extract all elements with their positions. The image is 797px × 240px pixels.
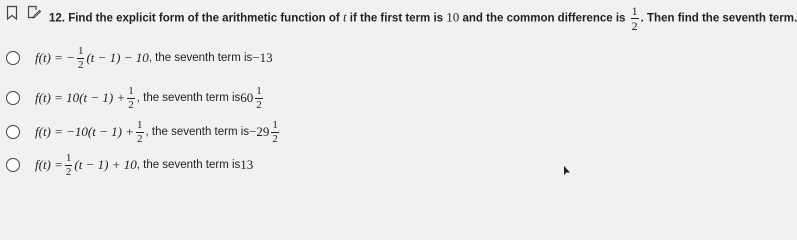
option-4-fraction-numerator: 1 [65,151,72,164]
option-3-text [35,120,281,145]
bookmark-icon[interactable] [6,5,18,21]
question-first-term: 10 [446,9,460,25]
answer-option-2[interactable] [6,85,265,111]
question-text-mid: if the first term is [349,12,444,25]
option-3-answer-whole: −29 [249,124,270,139]
question-text-before: Find the explicit form of the arithmetic function of [68,12,340,25]
option-2-suffix: , the seventh term is [136,92,241,104]
option-4-fraction [65,153,73,178]
radio-button-option-3[interactable] [6,125,20,139]
answer-option-4[interactable] [6,152,253,178]
radio-button-option-4[interactable] [6,158,20,172]
option-2-fraction-numerator: 1 [128,84,134,97]
option-1-fraction-denominator: 2 [77,58,84,71]
option-3-suffix: , the seventh term is [145,126,250,138]
question-text-diff: and the common difference is [462,12,626,25]
option-2-fraction [127,86,135,111]
option-2-answer-fraction [255,86,263,111]
option-1-rhs: (t − 1) − 10 [86,50,149,65]
option-4-suffix: , the seventh term is [136,159,241,171]
option-1-answer: −13 [252,50,273,65]
option-4-lhs: f(t) = [35,157,63,172]
option-3-fraction [136,120,144,145]
answer-option-1[interactable] [6,45,273,71]
option-3-fraction-numerator: 1 [137,118,143,131]
option-4-text [35,153,253,178]
option-3-fraction-denominator: 2 [137,132,143,145]
option-1-text [35,46,273,71]
option-3-answer-fraction [271,120,279,145]
question-variable: t [342,9,347,25]
question-number: 12. [49,12,65,25]
option-4-fraction-denominator: 2 [65,165,72,178]
option-1-lhs: f(t) = − [35,50,75,65]
option-2-fraction-denominator: 2 [128,98,134,111]
option-2-answer-whole: 60 [240,90,254,105]
option-1-suffix: , the seventh term is [148,52,253,64]
option-2-answer-denominator: 2 [256,98,262,111]
option-3-answer-denominator: 2 [272,132,278,145]
question-fraction [631,5,639,32]
question-fraction-denominator: 2 [631,19,638,33]
radio-button-option-2[interactable] [6,91,20,105]
option-3-lhs: f(t) = −10(t − 1) + [35,124,134,139]
option-1-fraction-numerator: 1 [77,44,84,57]
option-2-text [35,86,265,111]
option-4-answer: 13 [240,157,254,172]
edit-icon[interactable] [26,4,42,25]
question-text [49,4,797,33]
mouse-cursor-icon [563,163,571,181]
option-1-fraction [77,46,85,71]
option-2-answer-numerator: 1 [256,84,262,97]
radio-button-option-1[interactable] [6,51,20,65]
question-text-after: . Then find the seventh term. [640,12,797,25]
option-2-lhs: f(t) = 10(t − 1) + [35,90,126,105]
question-fraction-numerator: 1 [631,4,638,18]
option-4-rhs: (t − 1) + 10 [74,157,137,172]
option-3-answer-numerator: 1 [272,118,278,131]
answer-option-3[interactable] [6,119,281,145]
